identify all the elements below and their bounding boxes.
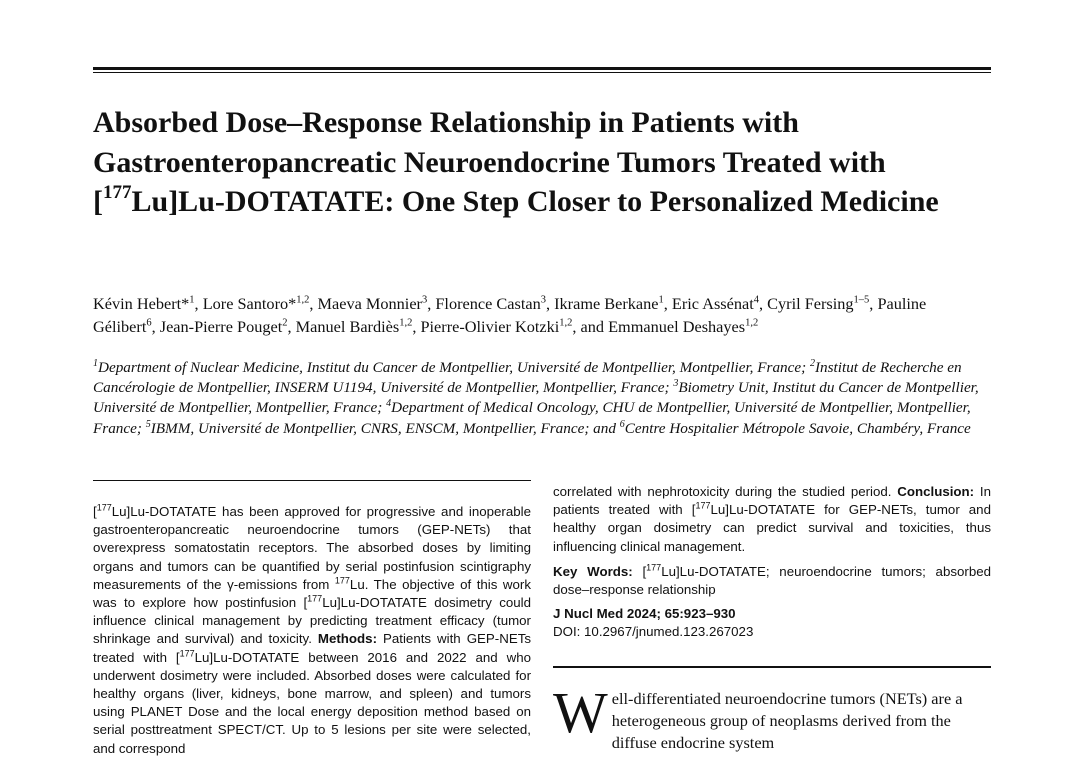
affiliation-list (93, 358, 991, 439)
journal-citation: J Nucl Med 2024; 65:923–930 (553, 606, 736, 622)
header-rule-thin (93, 72, 991, 73)
affiliation-number: 1 (93, 357, 98, 369)
author-separator: , and (572, 316, 609, 336)
affiliation-number: 5 (145, 418, 151, 430)
affiliation-number: 2 (809, 357, 815, 369)
title-text-2: Lu]Lu-DOTATATE: One Step Closer to Personalized Medicine (131, 185, 939, 218)
affiliation-number: 6 (619, 418, 625, 430)
abstract-sup: 177 (695, 500, 711, 511)
author-affiliation-number: 1,2 (296, 294, 310, 306)
abstract-seg: In patients treated with [ (553, 484, 991, 518)
author-name: Florence Castan (435, 294, 541, 313)
doi-link[interactable]: DOI: 10.2967/jnumed.123.267023 (553, 624, 754, 640)
abstract-seg: [ (93, 504, 97, 519)
abstract-sup: 177 (307, 593, 323, 604)
abstract-right-column (553, 483, 991, 642)
author-separator: , (427, 294, 436, 313)
abstract-text (93, 481, 531, 758)
author-name: Pauline Gélibert (93, 294, 927, 336)
abstract-sup: 177 (334, 575, 350, 586)
keywords-seg: Lu]Lu-DOTATATE; neuroendocrine tumors; absorbed dose–response relationship (553, 563, 992, 598)
author-name: Eric Assénat (671, 294, 754, 313)
abstract-seg: Lu]Lu-DOTATATE between 2016 and 2022 and who underwent dosimetry were included. Absorbed doses were calculated for healthy organs (liver, kidneys, bone marrow, and spleen) and tumors using PLANET Dose and the local energy deposition method based on serial posttreatment SPECT/CT. Up to 5 lesions per site were selected, and correspond (93, 649, 531, 756)
author-name: Pierre-Olivier Kotzki (420, 316, 560, 336)
author-affiliation-number: 1–5 (853, 294, 870, 306)
author-name: Ikrame Berkane (554, 294, 659, 313)
author-name: Emmanuel Deshayes (608, 316, 746, 336)
author-separator: , (663, 294, 672, 313)
author-affiliation-number: 2 (282, 317, 288, 329)
affiliation-number: 3 (673, 378, 679, 390)
affiliation-text: Institut de Recherche en Cancérologie de Montpellier, INSERM U1194, Université de Montpellier, Montpellier, France; (93, 359, 962, 397)
conclusion-label: Conclusion: (897, 484, 975, 499)
affiliation-number: 4 (386, 398, 392, 410)
author-name: Cyril Fersing (767, 294, 854, 313)
affiliation-text: Department of Nuclear Medicine, Institut du Cancer de Montpellier, Université de Montpellier, Montpellier, France; (98, 359, 810, 376)
author-separator: , (151, 316, 160, 336)
author-affiliation-number: 1 (189, 294, 195, 306)
intro-text: ell-differentiated neuroendocrine tumors (NETs) are a heterogeneous group of neoplasms derived from the diffuse endocrine system (611, 689, 963, 752)
author-separator: , (194, 294, 203, 313)
author-separator: , (869, 294, 878, 313)
author-affiliation-number: 3 (540, 294, 546, 306)
author-affiliation-number: 6 (146, 317, 152, 329)
author-separator: , (309, 294, 318, 313)
methods-label: Methods: (317, 631, 377, 647)
author-affiliation-number: 4 (753, 294, 760, 306)
keywords-label: Key Words: (553, 563, 633, 579)
affiliation-text: Department of Medical Oncology, CHU de Montpellier, Université de Montpellier, Montpellier, France; (93, 399, 971, 437)
keywords (553, 563, 991, 599)
header-rule-thick (93, 67, 991, 70)
author-affiliation-number: 1 (658, 294, 664, 306)
author-affiliation-number: 1,2 (559, 317, 573, 329)
title-isotope-superscript: 177 (103, 182, 132, 203)
title-text-1: Absorbed Dose–Response Relationship in Patients with Gastroenteropancreatic Neuroendocrine Tumors Treated with [ (93, 106, 886, 218)
keywords-seg: [ (632, 563, 647, 579)
abstract-seg: Lu]Lu-DOTATATE for GEP-NETs, tumor and healthy organ dosimetry can predict survival and toxicities, thus influencing clinical management. (553, 502, 991, 554)
author-separator: , (287, 316, 296, 336)
abstract-seg: Lu. The objective of this work was to explore how postinfusion [ (93, 576, 531, 611)
abstract-left-column (93, 480, 531, 756)
abstract-sup: 177 (179, 648, 195, 659)
author-name: Kévin Hebert* (93, 294, 190, 313)
author-separator: , (759, 294, 768, 313)
section-rule (553, 666, 991, 668)
abstract-seg: Patients with GEP-NETs treated with [ (93, 631, 531, 665)
abstract-seg: Lu]Lu-DOTATATE dosimetry could influence clinical management by predicting treatment efficacy (tumor shrinkage and survival) and toxicity. (93, 595, 531, 647)
affiliation-text: IBMM, Université de Montpellier, CNRS, ENSCM, Montpellier, France; and (150, 419, 620, 437)
author-name: Jean-Pierre Pouget (159, 316, 283, 336)
abstract-seg: Lu]Lu-DOTATATE has been approved for progressive and inoperable gastroenteropancreatic neuroendocrine tumors (GEP-NETs) that overexpress somatostatin receptors. The absorbed doses by limiting organs and tumors can be quantified by serial postinfusion scintigraphy measurements of the γ-emissions from (93, 504, 531, 592)
abstract-conclusion (553, 483, 991, 556)
author-list (93, 293, 991, 338)
author-name: Lore Santoro* (202, 294, 297, 313)
keywords-sup: 177 (646, 562, 662, 573)
author-affiliation-number: 3 (421, 294, 428, 306)
author-name: Maeva Monnier (317, 294, 422, 313)
article-title (93, 103, 991, 222)
author-separator: , (412, 316, 421, 336)
drop-cap: W (553, 680, 608, 745)
author-affiliation-number: 1,2 (399, 317, 413, 329)
author-affiliation-number: 1,2 (745, 317, 759, 329)
introduction-paragraph (553, 680, 991, 752)
abstract-seg: correlated with nephrotoxicity during the studied period. (553, 484, 898, 499)
author-separator: , (545, 294, 555, 313)
affiliation-text: Biometry Unit, Institut du Cancer de Montpellier, Université de Montpellier, Montpellier, France; (93, 379, 979, 417)
abstract-sup: 177 (96, 502, 112, 513)
affiliation-text: Centre Hospitalier Métropole Savoie, Chambéry, France (624, 419, 971, 437)
author-name: Manuel Bardiès (295, 316, 400, 336)
